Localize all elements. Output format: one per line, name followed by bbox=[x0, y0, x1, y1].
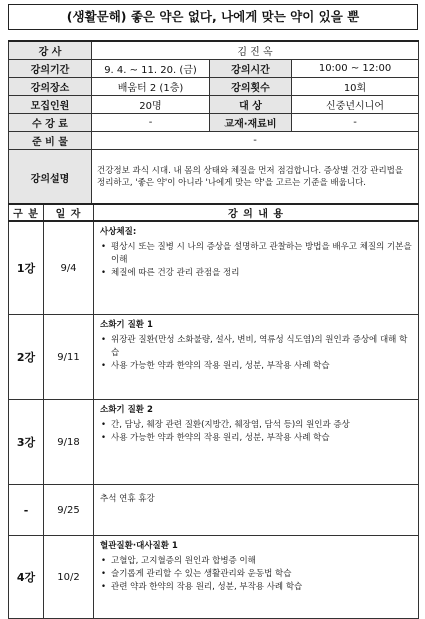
schedule-table bbox=[8, 203, 419, 619]
header-content: 강 의 내 용 bbox=[94, 204, 419, 221]
count-label: 강의횟수 bbox=[210, 78, 292, 96]
lecture-number: - bbox=[9, 485, 44, 536]
lecture-date: 9/18 bbox=[44, 400, 94, 485]
content-title: 사상체질: bbox=[100, 227, 137, 237]
lecture-content bbox=[94, 536, 419, 619]
page-title: (생활문해) 좋은 약은 없다, 나에게 맞는 약이 있을 뿐 bbox=[8, 4, 418, 30]
description-text: 건강정보 과식 시대. 내 몸의 상태와 체질을 먼저 점검합니다. 증상별 건강 관리법을 정리하고, '좋은 약'이 아니라 '나에게 맞는 약'을 고르는 기준을 배웁니다. bbox=[92, 150, 419, 205]
time-label: 강의시간 bbox=[210, 60, 292, 78]
list-item: • 체질에 따른 건강 관리 관점을 정리 bbox=[100, 267, 412, 280]
lecture-number: 3강 bbox=[9, 400, 44, 485]
list-item: • 위장관 질환(만성 소화불량, 설사, 변비, 역류성 식도염)의 원인과 증상에 대해 학습 bbox=[100, 334, 412, 360]
lecture-date: 10/2 bbox=[44, 536, 94, 619]
lecture-number: 4강 bbox=[9, 536, 44, 619]
fee-value: - bbox=[92, 114, 210, 132]
header-section: 구 분 bbox=[9, 204, 44, 221]
list-item: • 사용 가능한 약과 한약의 작용 원리, 성분, 부작용 사례 학습 bbox=[100, 360, 412, 373]
content-title: 혈관질환·대사질환 1 bbox=[100, 541, 178, 551]
lecture-date: 9/11 bbox=[44, 315, 94, 400]
list-item: • 평상시 또는 질병 시 나의 증상을 설명하고 관찰하는 방법을 배우고 체질의 기본을 이해 bbox=[100, 241, 412, 267]
material-label: 교재·재료비 bbox=[210, 114, 292, 132]
course-info-table bbox=[8, 40, 419, 205]
place-value: 배움터 2 (1층) bbox=[92, 78, 210, 96]
lecture-number: 2강 bbox=[9, 315, 44, 400]
header-date: 일 자 bbox=[44, 204, 94, 221]
prep-value: - bbox=[92, 132, 419, 150]
count-value: 10회 bbox=[292, 78, 419, 96]
target-value: 신중년시니어 bbox=[292, 96, 419, 114]
lecture-content bbox=[94, 315, 419, 400]
table-row bbox=[9, 536, 419, 619]
table-row bbox=[9, 400, 419, 485]
instructor-value: 김 진 옥 bbox=[92, 41, 419, 60]
content-title: 소화기 질환 2 bbox=[100, 405, 153, 415]
prep-label: 준 비 물 bbox=[9, 132, 92, 150]
list-item: • 관련 약과 한약의 작용 원리, 성분, 부작용 사례 학습 bbox=[100, 581, 412, 594]
target-label: 대 상 bbox=[210, 96, 292, 114]
table-row bbox=[9, 221, 419, 315]
table-row bbox=[9, 315, 419, 400]
description-label: 강의설명 bbox=[9, 150, 92, 205]
table-row bbox=[9, 485, 419, 536]
lecture-content bbox=[94, 221, 419, 315]
recruit-value: 20명 bbox=[92, 96, 210, 114]
fee-label: 수 강 료 bbox=[9, 114, 92, 132]
holiday-note: 추석 연휴 휴강 bbox=[100, 494, 155, 504]
lecture-content bbox=[94, 400, 419, 485]
lecture-date: 9/25 bbox=[44, 485, 94, 536]
lecture-date: 9/4 bbox=[44, 221, 94, 315]
instructor-label: 강 사 bbox=[9, 41, 92, 60]
list-item: • 고혈압, 고지혈증의 원인과 합병증 이해 bbox=[100, 555, 412, 568]
period-value: 9. 4. ~ 11. 20. (금) bbox=[92, 60, 210, 78]
place-label: 강의장소 bbox=[9, 78, 92, 96]
material-value: - bbox=[292, 114, 419, 132]
lecture-number: 1강 bbox=[9, 221, 44, 315]
list-item: • 간, 담낭, 췌장 관련 질환(지방간, 췌장염, 담석 등)의 원인과 증상 bbox=[100, 419, 412, 432]
lecture-content bbox=[94, 485, 419, 536]
recruit-label: 모집인원 bbox=[9, 96, 92, 114]
list-item: • 사용 가능한 약과 한약의 작용 원리, 성분, 부작용 사례 학습 bbox=[100, 432, 412, 445]
list-item: • 슬기롭게 관리할 수 있는 생활관리와 운동법 학습 bbox=[100, 568, 412, 581]
content-title: 소화기 질환 1 bbox=[100, 320, 153, 330]
period-label: 강의기간 bbox=[9, 60, 92, 78]
time-value: 10:00 ~ 12:00 bbox=[292, 60, 419, 78]
